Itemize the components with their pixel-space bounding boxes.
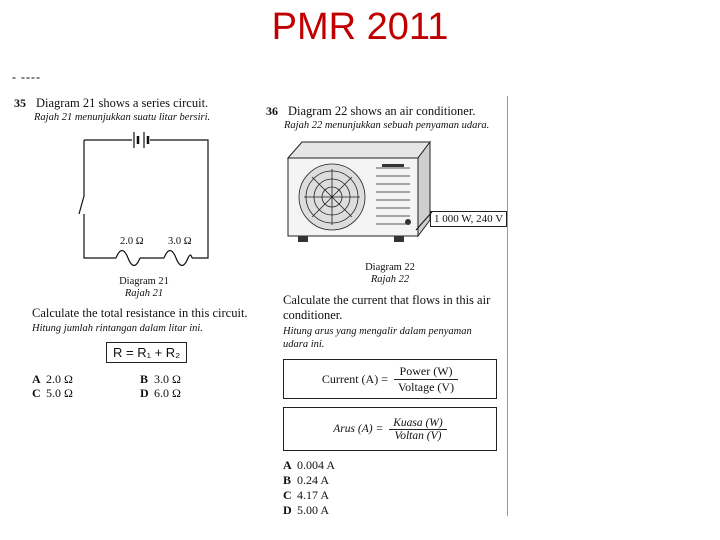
slide-title: PMR 2011 bbox=[271, 6, 449, 48]
diagram-22-label: Diagram 22 bbox=[365, 262, 415, 273]
diagram-21-label-malay: Rajah 21 bbox=[124, 288, 164, 299]
diagram-22-label-malay: Rajah 22 bbox=[370, 274, 410, 285]
formula-denominator: Voltan (V) bbox=[394, 429, 442, 442]
q35-option-a[interactable]: A 2.0 Ω bbox=[32, 372, 73, 386]
q36-prompt-malay-line1: Hitung arus yang mengalir dalam penyaman bbox=[283, 326, 472, 337]
question-text: Diagram 21 shows a series circuit. bbox=[36, 96, 209, 110]
formula-numerator: Kuasa (W) bbox=[389, 417, 447, 430]
resistor-1-label: 2.0 Ω bbox=[120, 236, 144, 247]
current-formula-box-malay bbox=[283, 407, 497, 451]
question-number: 36 bbox=[266, 104, 278, 118]
current-formula-box bbox=[283, 359, 497, 399]
battery-symbol bbox=[134, 132, 148, 148]
formula-fraction bbox=[389, 417, 447, 442]
question-35-header bbox=[14, 94, 208, 112]
switch-blade bbox=[79, 196, 84, 214]
air-conditioner-image bbox=[284, 136, 432, 248]
q36-option-d[interactable]: D 5.00 A bbox=[283, 503, 330, 517]
series-circuit-diagram bbox=[76, 130, 216, 270]
question-number: 35 bbox=[14, 96, 26, 110]
page-divider-marks: - ---- bbox=[12, 70, 41, 84]
q36-prompt-line2: conditioner. bbox=[283, 308, 343, 322]
resistance-formula-box: R = R₁ + R₂ bbox=[106, 342, 187, 363]
formula-lhs: Arus (A) = bbox=[333, 423, 384, 435]
q35-option-c[interactable]: C 5.0 Ω bbox=[32, 386, 73, 400]
q36-option-c[interactable]: C 4.17 A bbox=[283, 488, 330, 502]
resistor-2-symbol bbox=[164, 251, 192, 266]
q35-prompt: Calculate the total resistance in this circuit. bbox=[32, 306, 248, 320]
q35-prompt-malay: Hitung jumlah rintangan dalam litar ini. bbox=[32, 323, 203, 334]
page-edge-line bbox=[507, 96, 508, 516]
q35-option-b[interactable]: B 3.0 Ω bbox=[140, 372, 181, 386]
q36-option-b[interactable]: B 0.24 A bbox=[283, 473, 330, 487]
formula-lhs: Current (A) = bbox=[321, 371, 388, 386]
q36-prompt-line1: Calculate the current that flows in this air bbox=[283, 293, 491, 307]
resistor-2-label: 3.0 Ω bbox=[168, 236, 192, 247]
power-rating-label: 1 000 W, 240 V bbox=[430, 211, 507, 227]
q36-prompt-malay-line2: udara ini. bbox=[283, 339, 325, 350]
question-text-malay: Rajah 22 menunjukkan sebuah penyaman udara. bbox=[284, 120, 490, 131]
question-text: Diagram 22 shows an air conditioner. bbox=[288, 104, 476, 118]
formula-fraction bbox=[394, 364, 458, 395]
question-36-header bbox=[266, 102, 475, 120]
diagram-21-label: Diagram 21 bbox=[119, 276, 169, 287]
q36-option-a[interactable]: A 0.004 A bbox=[283, 458, 336, 472]
formula-denominator: Voltage (V) bbox=[397, 379, 455, 394]
q35-option-d[interactable]: D 6.0 Ω bbox=[140, 386, 181, 400]
formula-numerator: Power (W) bbox=[394, 364, 458, 380]
resistor-1-symbol bbox=[116, 251, 140, 266]
question-text-malay: Rajah 21 menunjukkan suatu litar bersiri. bbox=[34, 112, 211, 123]
